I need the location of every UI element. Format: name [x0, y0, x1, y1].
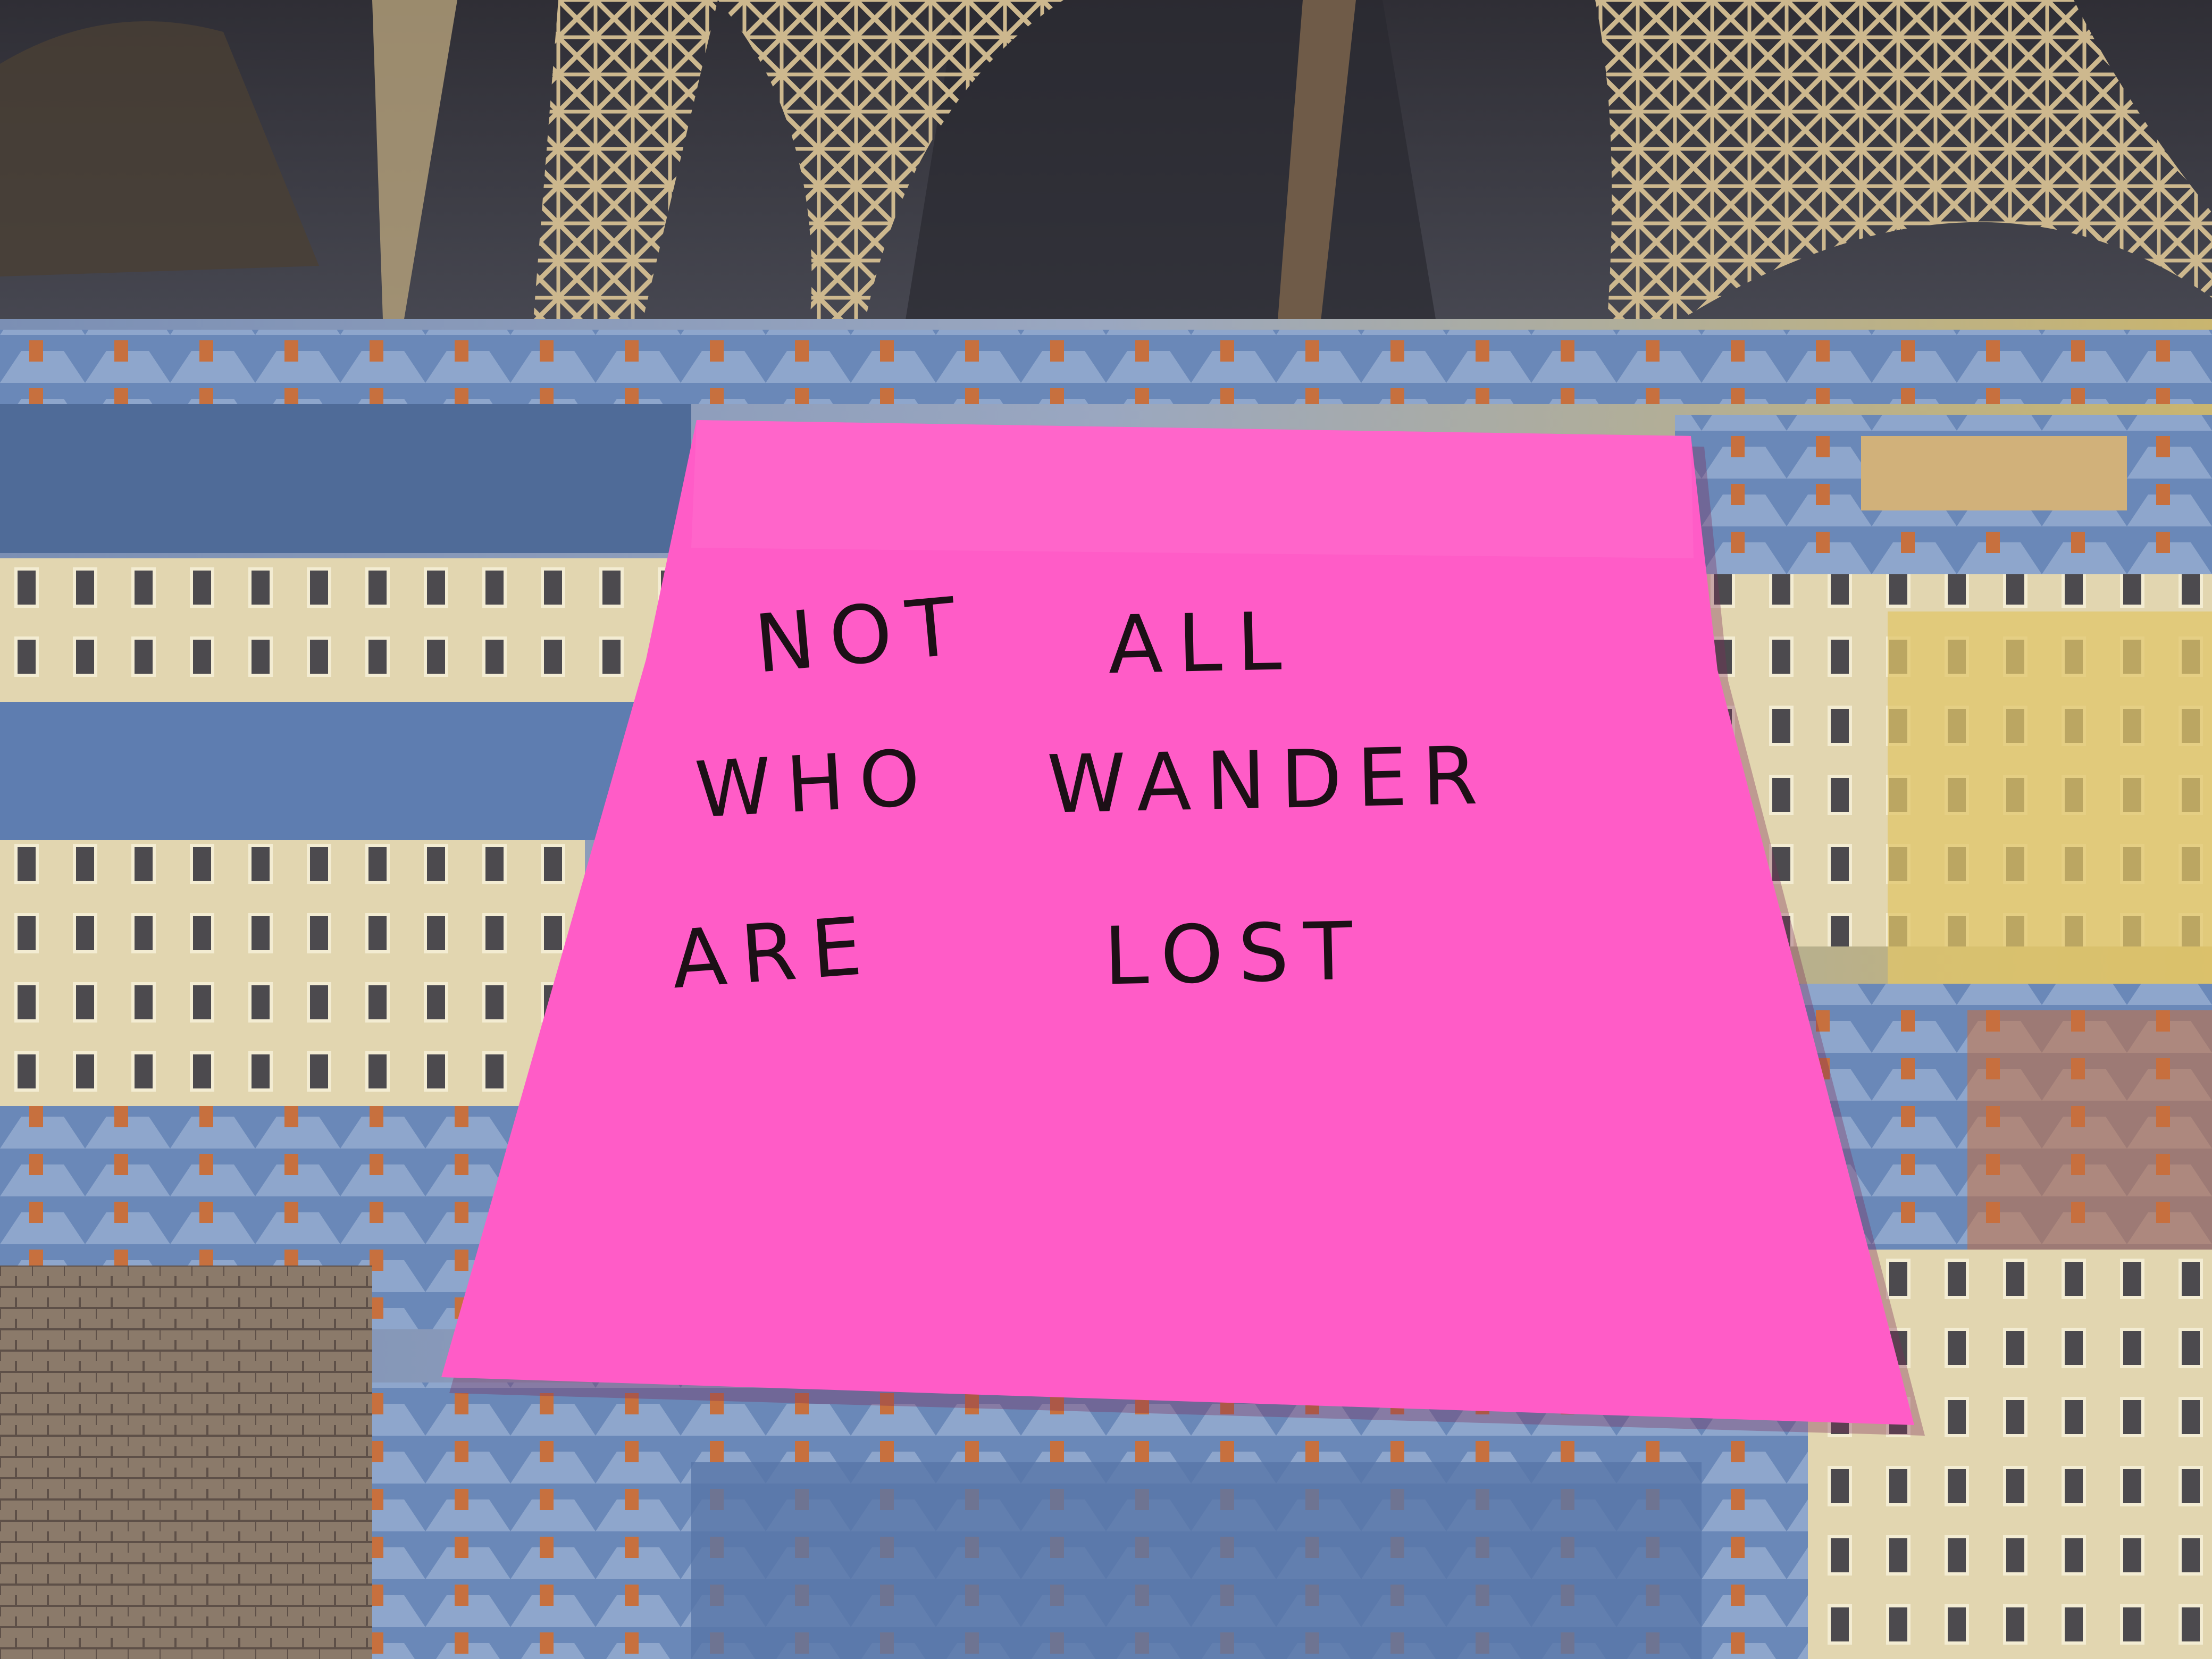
note-line-2-right: WANDER [1046, 730, 1494, 832]
note-line-3-left: ARE [668, 899, 880, 1007]
sticky-note-adhesive-strip [691, 420, 1694, 558]
note-line-3-right: LOST [1103, 905, 1369, 1003]
note-line-1-left: NOT [751, 579, 975, 691]
note-line-2-left: WHO [693, 732, 937, 836]
note-line-1-right: ALL [1107, 595, 1297, 692]
